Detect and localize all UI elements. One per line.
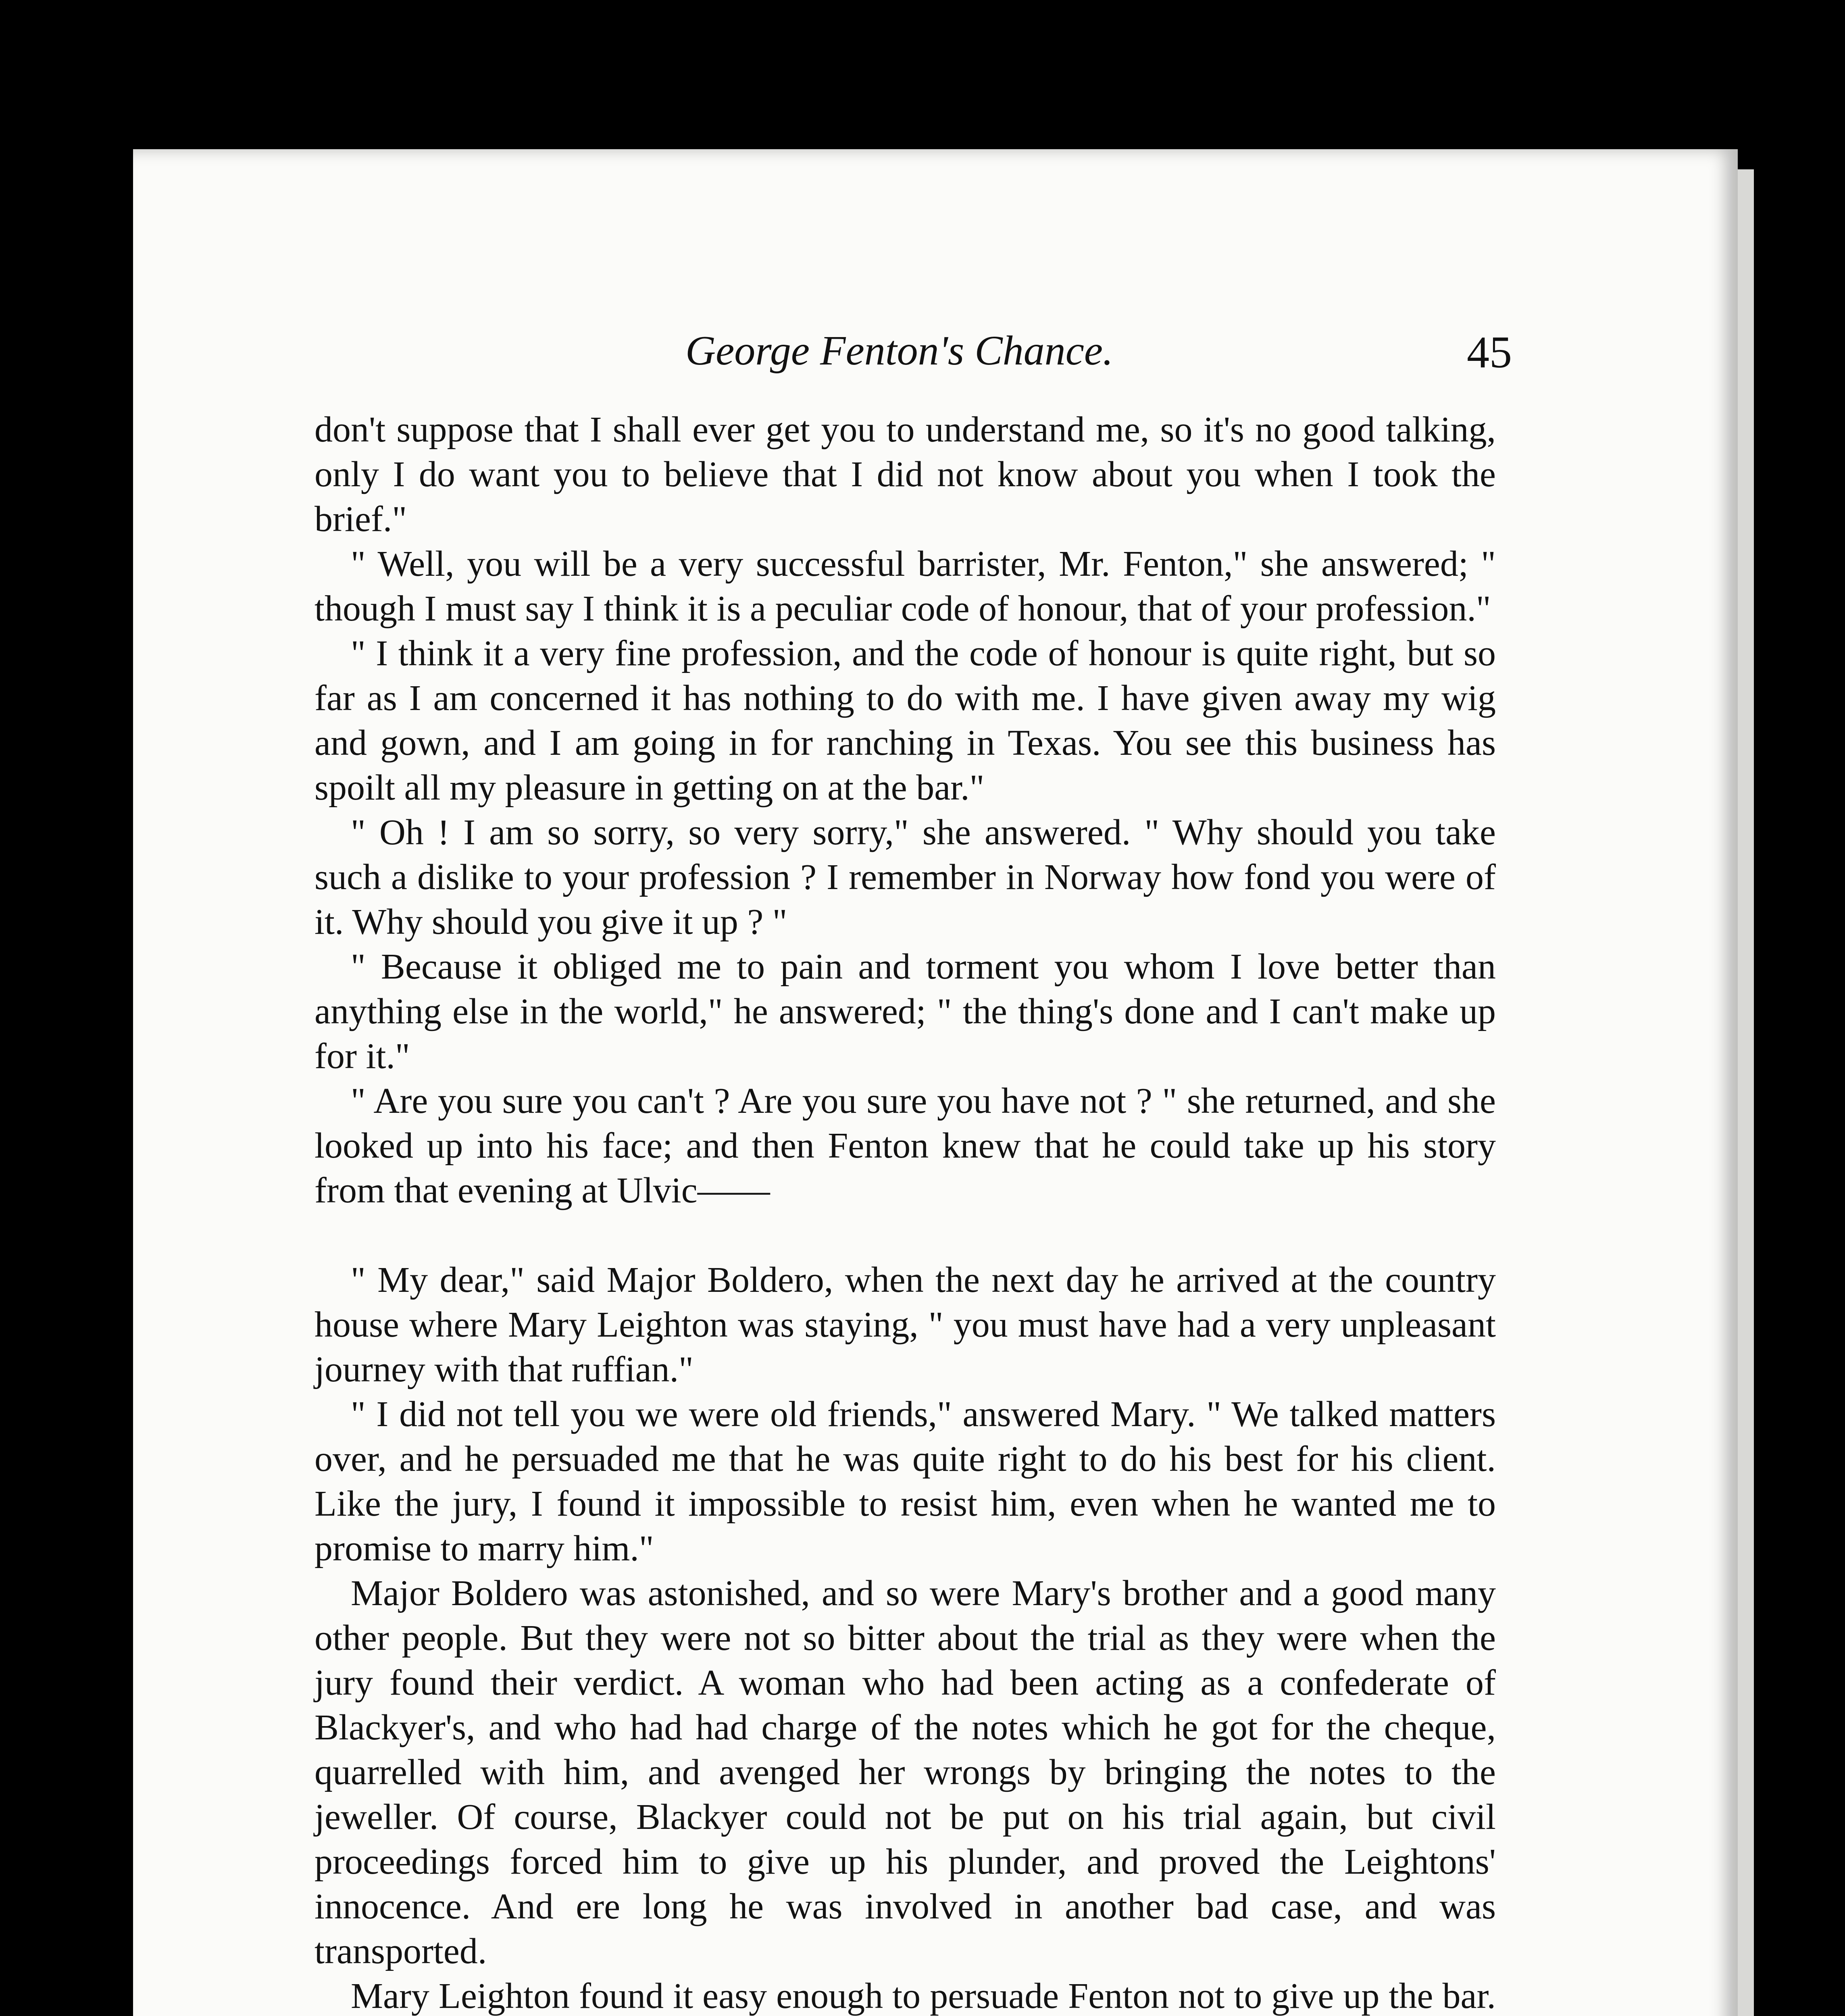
paragraph: " Oh ! I am so sorry, so very sorry," she answered. " Why should you take such a dislike to your profession ? I remember in Norway how fond you were of it. Why should you give it up ? " [314, 812, 1496, 942]
header-title: George Fenton's Chance. [685, 327, 1114, 374]
paragraph: Mary Leighton found it easy enough to persuade Fenton not to give up the bar. [351, 1976, 1496, 2016]
paragraph: " Well, you will be a very successful barrister, Mr. Fenton," she answered; " though I must say I think it is a peculiar code of honour, that of your profession." [314, 544, 1496, 629]
running-header [685, 327, 1512, 383]
paragraph: " I think it a very fine profession, and the code of honour is quite right, but so far as I am concerned it has nothing to do with me. I have given away my wig and gown, and I am going in for ranching in Texas. You see this business has spoilt all my pleasure in getting on at the bar." [314, 633, 1496, 808]
paragraph: Major Boldero was astonished, and so were Mary's brother and a good many other people. But they were not so bitter about the trial as they were when the jury found their verdict. A woman who had been acting as a confederate of Blackyer's, and who had had charge of the notes which he got for the cheque, quarrelled with him, and avenged her wrongs by bringing the notes to the jeweller. Of course, Blackyer could not be put on his trial again, but civil proceedings forced him to give up his plunder, and proved the Leightons' innocence. And ere long he was involved in another bad case, and was transported. [314, 1573, 1496, 1971]
paragraph: " My dear," said Major Boldero, when the next day he arrived at the country house where Mary Leighton was staying, " you must have had a very unpleasant journey with that ruffian." [314, 1260, 1496, 1389]
paragraph: " Because it obliged me to pain and torment you whom I love better than anything else in the world," he answered; " the thing's done and I can't make up for it." [314, 947, 1496, 1076]
closing-paragraph [314, 1974, 1496, 2016]
paragraph: " I did not tell you we were old friends," answered Mary. " We talked matters over, and he persuaded me that he was quite right to do his best for his client. Like the jury, I found it impossible to resist him, even when he wanted me to promise to marry him." [314, 1394, 1496, 1568]
page-number: 45 [1467, 327, 1512, 377]
paragraph: don't suppose that I shall ever get you to understand me, so it's no good talking, only I do want you to believe that I did not know about you when I took the brief." [314, 410, 1496, 539]
story-text [314, 407, 1496, 2016]
paragraph: " Are you sure you can't ? Are you sure you have not ? " she returned, and she looked up into his face; and then Fenton knew that he could take up his story from that evening at Ulvic—— [314, 1081, 1496, 1210]
page-edge [1738, 169, 1754, 2016]
